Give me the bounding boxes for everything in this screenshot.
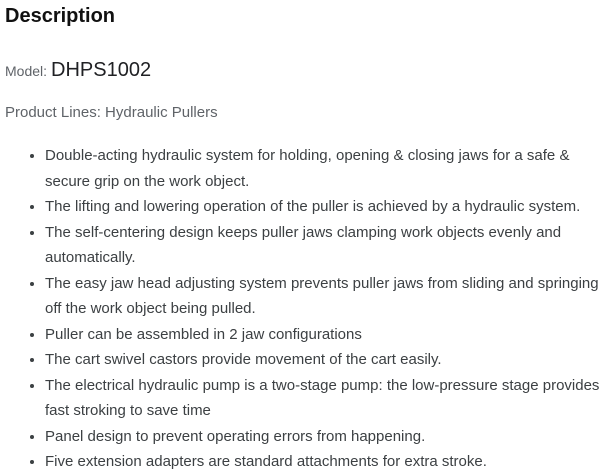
feature-item: • Five extension adapters are standard attachments for extra stroke.: [45, 449, 603, 473]
feature-item: • The electrical hydraulic pump is a two-stage pump: the low-pressure stage provides fast stroking to save time: [45, 373, 603, 424]
feature-item: • The easy jaw head adjusting system prevents puller jaws from sliding and springing off the work object being pulled.: [45, 271, 603, 322]
model-value: DHPS1002: [51, 59, 152, 81]
feature-item: • Panel design to prevent operating errors from happening.: [45, 424, 603, 450]
description-heading: Description: [5, 5, 116, 27]
product-lines-text: Product Lines: Hydraulic Pullers: [5, 104, 218, 121]
feature-item: • The lifting and lowering operation of the puller is achieved by a hydraulic system.: [45, 194, 603, 220]
model-label: Model:: [5, 63, 48, 79]
feature-item: • Double-acting hydraulic system for holding, opening & closing jaws for a safe & secure grip on the work object.: [45, 143, 603, 194]
feature-item: • The self-centering design keeps puller jaws clamping work objects evenly and automatically.: [45, 220, 603, 271]
feature-item: • Puller can be assembled in 2 jaw configurations: [45, 322, 603, 348]
feature-list: [5, 143, 605, 473]
feature-item: • The cart swivel castors provide movement of the cart easily.: [45, 347, 603, 373]
model-row: [5, 59, 605, 83]
